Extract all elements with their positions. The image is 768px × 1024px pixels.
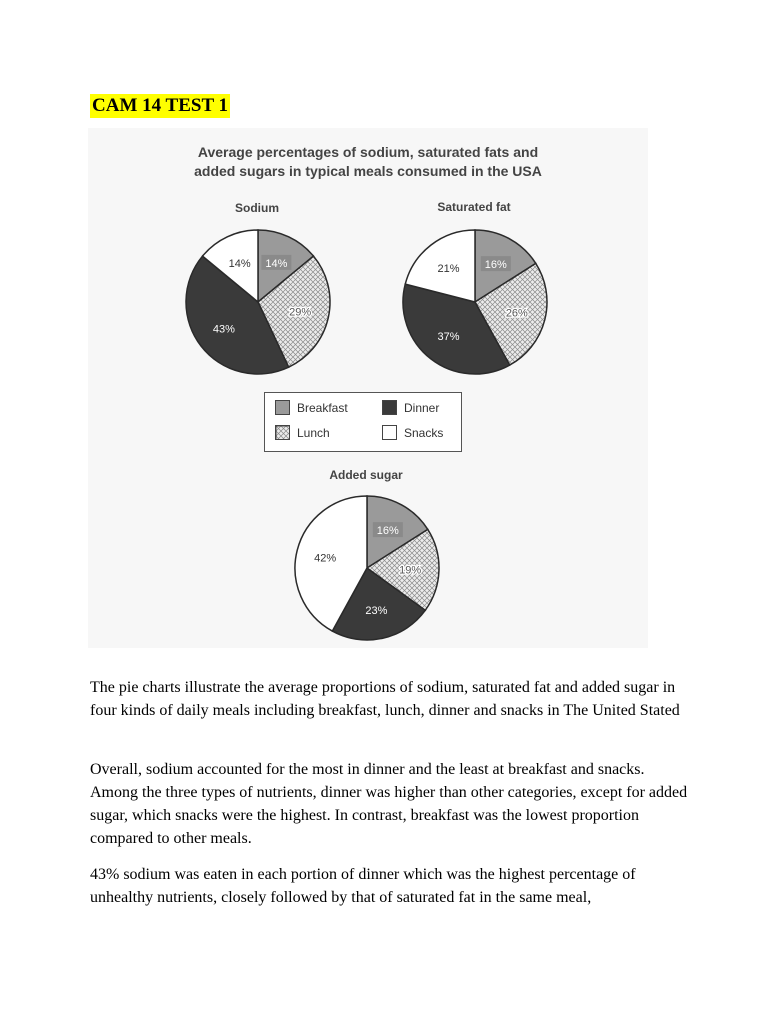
pie-chart-figure (88, 128, 648, 648)
legend-item-lunch (275, 425, 330, 440)
legend-label-snacks: Snacks (404, 425, 444, 440)
chart-legend (264, 392, 462, 452)
legend-item-breakfast (275, 400, 348, 415)
pie-sodium (183, 222, 333, 382)
legend-item-dinner (382, 400, 439, 415)
pie-data-label: 19% (399, 564, 422, 577)
pie-data-label: 16% (484, 259, 507, 272)
chart-title-line-2: added sugars in typical meals consumed in the USA (194, 163, 542, 179)
pie-title-added-sugar: Added sugar (329, 468, 403, 482)
paragraph-intro: The pie charts illustrate the average proportions of sodium, saturated fat and added sugar in four kinds of daily meals including breakfast, lunch, dinner and snacks in The United Stated (90, 679, 680, 719)
document-heading: CAM 14 TEST 1 (92, 95, 229, 116)
pie-data-label: 43% (212, 323, 235, 336)
pie-title-sodium: Sodium (235, 201, 279, 215)
pie-saturated-fat (400, 222, 550, 382)
legend-swatch-dinner (382, 400, 397, 415)
legend-swatch-breakfast (275, 400, 290, 415)
legend-swatch-lunch (275, 425, 290, 440)
legend-label-dinner: Dinner (404, 400, 440, 415)
pie-data-label: 42% (314, 552, 337, 565)
pie-data-label: 21% (437, 262, 460, 275)
pie-added-sugar (292, 488, 442, 648)
pie-data-label: 29% (289, 306, 312, 319)
pie-data-label: 37% (437, 331, 460, 344)
pie-data-label: 26% (505, 307, 528, 320)
legend-label-breakfast: Breakfast (297, 400, 348, 415)
legend-item-snacks (382, 425, 443, 440)
chart-title (88, 143, 648, 181)
pie-data-label: 14% (228, 257, 251, 270)
chart-title-line-1: Average percentages of sodium, saturated fats and (197, 144, 539, 160)
legend-swatch-snacks (382, 425, 397, 440)
paragraph-overview: Overall, sodium accounted for the most in dinner and the least at breakfast and snacks. Among the three types of nutrients, dinner was higher than other categories, except for added sugar, which snacks were the highest. In contrast, breakfast was the lowest proportion compared to other meals. (90, 761, 688, 847)
pie-data-label: 14% (265, 257, 288, 270)
legend-label-lunch: Lunch (297, 425, 330, 440)
paragraph-details: 43% sodium was eaten in each portion of dinner which was the highest percentage of unhealthy nutrients, closely followed by that of saturated fat in the same meal, (90, 866, 636, 906)
pie-data-label: 16% (376, 525, 399, 538)
pie-title-saturated-fat: Saturated fat (437, 200, 511, 214)
pie-data-label: 23% (365, 605, 388, 618)
